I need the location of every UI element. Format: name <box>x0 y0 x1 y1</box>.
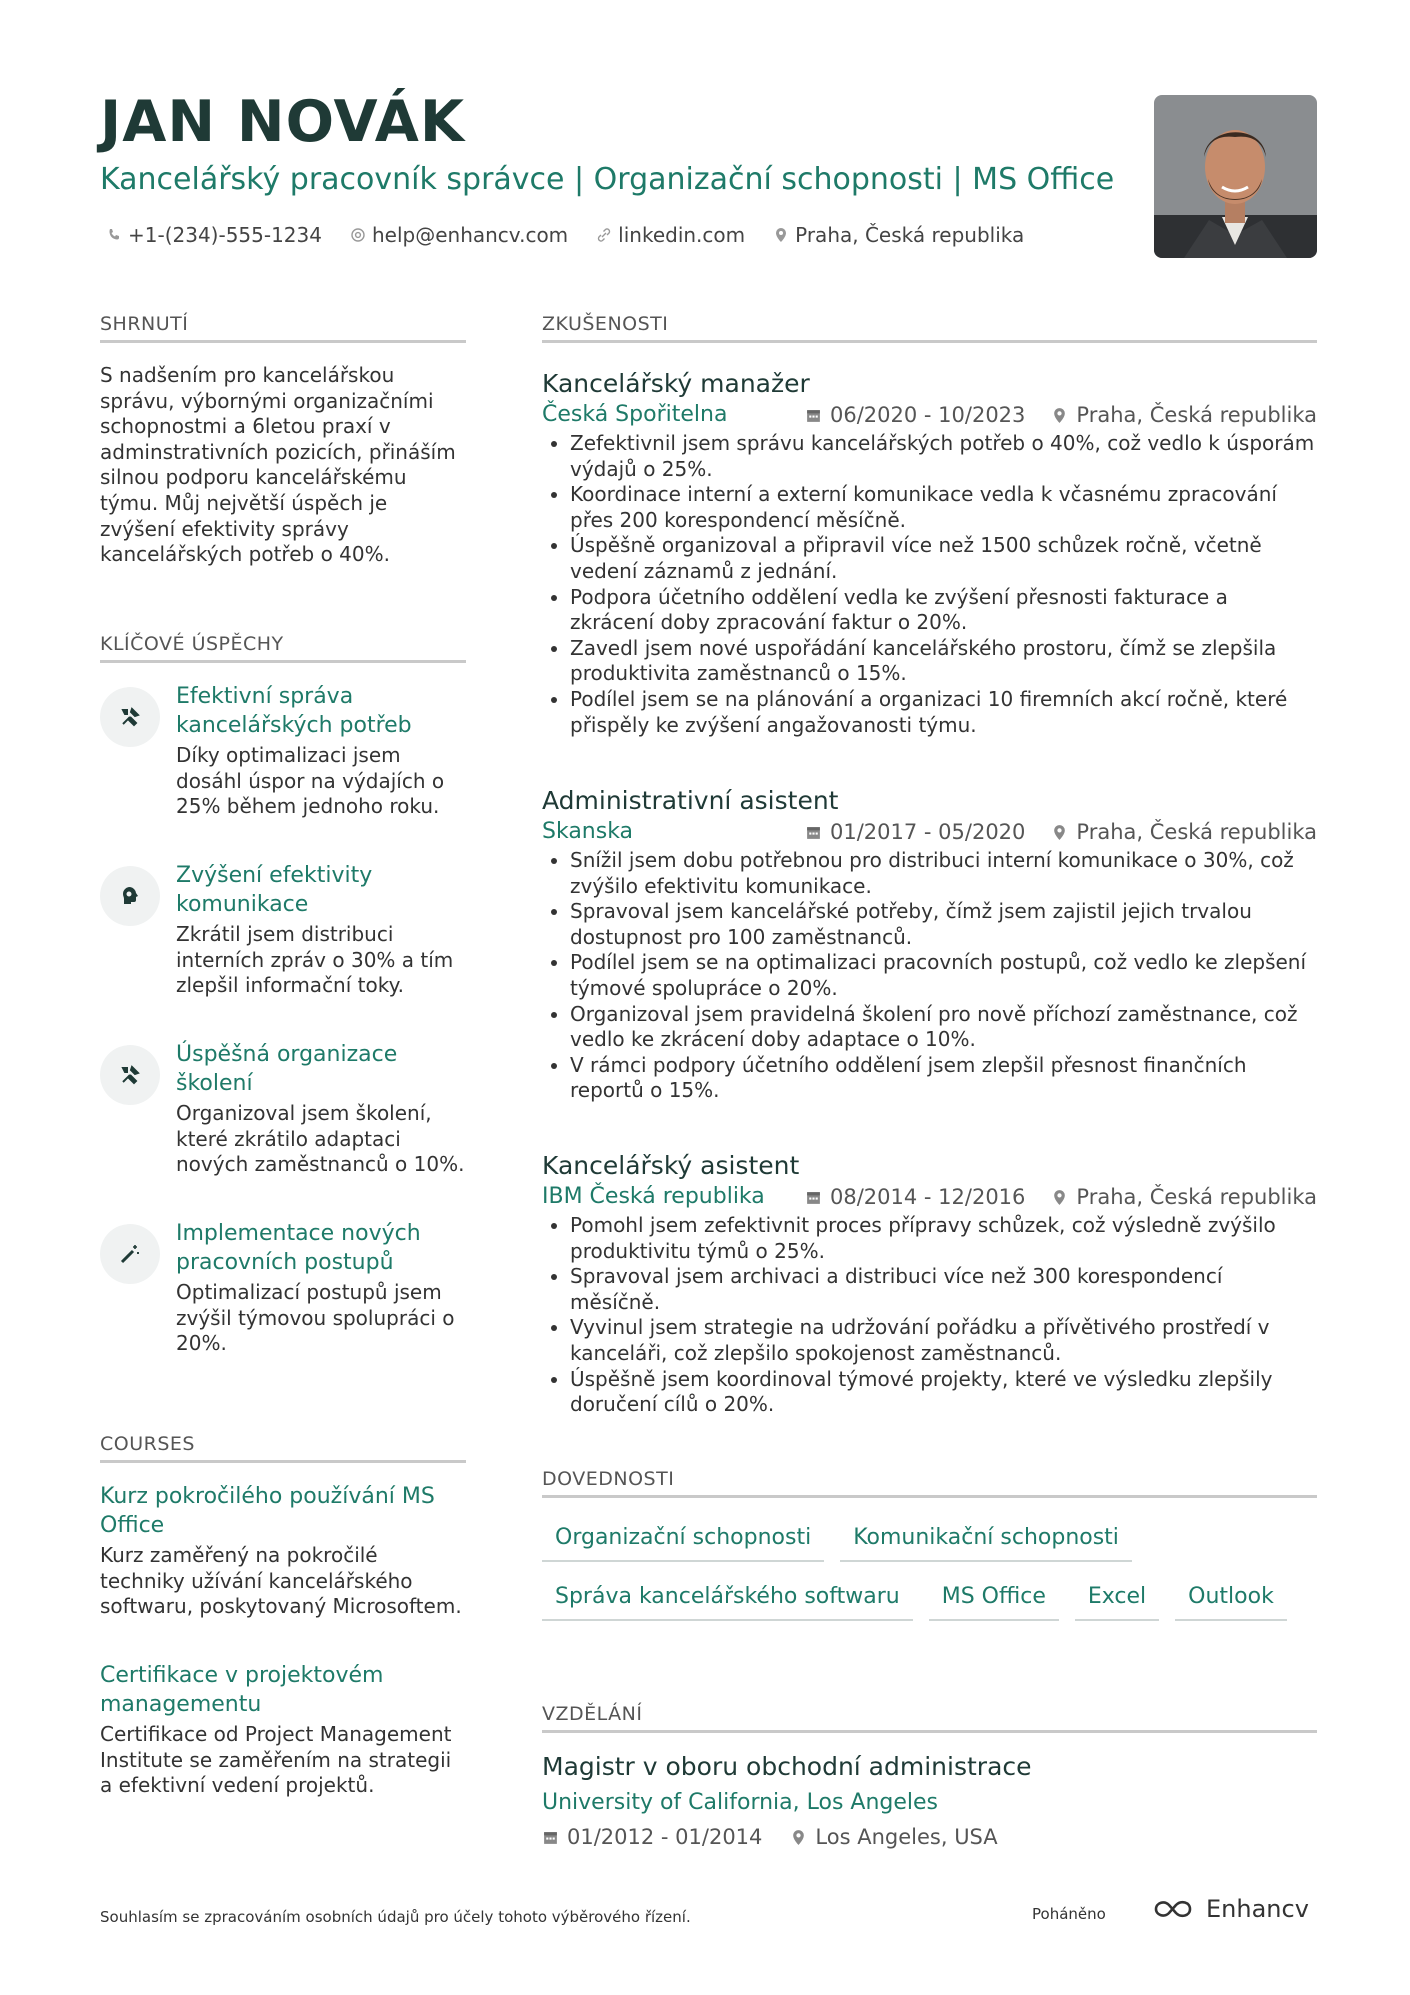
link-icon <box>596 227 612 243</box>
course-desc: Kurz zaměřený na pokročilé techniky užívání kancelářského softwaru, poskytovaný Microsoftem. <box>100 1543 462 1619</box>
job-meta <box>542 401 1317 429</box>
bullet-item: • Snížil jsem dobu potřebnou pro distribuci interní komunikace o 30%, což zvýšilo efektivitu komunikace. <box>570 848 1317 899</box>
achievement-desc: Díky optimalizaci jsem dosáhl úspor na výdajích o 25% během jednoho roku. <box>176 743 445 819</box>
summary-heading: SHRNUTÍ <box>100 312 466 343</box>
course-desc: Certifikace od Project Management Institute se zaměřením na strategii a efektivní vedení projektů. <box>100 1722 452 1798</box>
bullet-item: • Úspěšně organizoval a připravil více než 1500 schůzek ročně, včetně vedení záznamů z jednání. <box>570 533 1317 584</box>
achievement-desc: Organizoval jsem školení, které zkrátilo adaptaci nových zaměstnanců o 10%. <box>176 1101 465 1177</box>
bullet-item: • Koordinace interní a externí komunikace vedla k včasnému zpracování přes 200 korespondencí měsíčně. <box>570 482 1317 533</box>
candidate-name: JAN NOVÁK <box>100 89 466 155</box>
skill-tag: Excel <box>1075 1576 1159 1621</box>
tools-icon <box>118 705 142 729</box>
email-text: help@enhancv.com <box>371 223 569 247</box>
job-meta <box>542 1183 1317 1211</box>
calendar-icon <box>542 1829 559 1846</box>
job-location: Praha, Česká republika <box>1076 820 1317 844</box>
job-dates: 08/2014 - 12/2016 <box>830 1185 1026 1209</box>
skill-tag: Organizační schopnosti <box>542 1517 824 1562</box>
profile-photo <box>1154 95 1317 258</box>
bullet-item: • Podílel jsem se na plánování a organizaci 10 firemních akcí ročně, které přispěly ke zvýšení angažovanosti týmu. <box>570 687 1317 738</box>
skills-list <box>542 1517 1317 1621</box>
location-pin-icon <box>1051 824 1068 841</box>
magic-wand-icon <box>118 1242 142 1266</box>
achievement-desc: Zkrátil jsem distribuci interních zpráv o 30% a tím zlepšil informační toky. <box>176 922 454 998</box>
bullet-item: • Pomohl jsem zefektivnit proces přípravy schůzek, což výsledně zvýšilo produktivitu týmů o 25%. <box>570 1213 1317 1264</box>
bullet-item: • Vyvinul jsem strategie na udržování pořádku a přívětivého prostředí v kanceláři, což zlepšilo spokojenost zaměstnanců. <box>570 1315 1317 1366</box>
courses-heading: COURSES <box>100 1432 466 1463</box>
job-bullets <box>542 431 1317 738</box>
achievement-title: Efektivní správa kancelářských potřeb <box>176 684 412 738</box>
skill-tag: MS Office <box>929 1576 1059 1621</box>
job-entry <box>542 1149 1317 1418</box>
infinity-logo-icon <box>1152 1895 1200 1923</box>
location-pin-icon <box>1051 1189 1068 1206</box>
achievement-desc: Optimalizací postupů jsem zvýšil týmovou spolupráci o 20%. <box>176 1280 455 1356</box>
job-bullets <box>542 848 1317 1104</box>
education-dates: 01/2012 - 01/2014 <box>567 1825 763 1849</box>
job-bullets <box>542 1213 1317 1418</box>
job-meta <box>542 818 1317 846</box>
achievement-title: Úspěšná organizace školení <box>176 1042 398 1096</box>
education-location: Los Angeles, USA <box>815 1825 998 1849</box>
tools-icon <box>118 1063 142 1087</box>
skills-heading: DOVEDNOSTI <box>542 1467 1317 1498</box>
contact-location <box>773 223 1024 247</box>
job-company: Česká Spořitelna <box>542 402 728 427</box>
education-school: University of California, Los Angeles <box>542 1790 939 1815</box>
bullet-item: • Podpora účetního oddělení vedla ke zvýšení přesnosti fakturace a zkrácení doby zpracování faktur o 20%. <box>570 585 1317 636</box>
bullet-item: • Spravoval jsem archivaci a distribuci více než 300 korespondencí měsíčně. <box>570 1264 1317 1315</box>
education-degree: Magistr v oboru obchodní administrace <box>542 1752 1032 1781</box>
skill-tag: Outlook <box>1175 1576 1287 1621</box>
education-heading: VZDĚLÁNÍ <box>542 1702 1317 1733</box>
location-pin-icon <box>790 1829 807 1846</box>
job-dates: 06/2020 - 10/2023 <box>830 403 1026 427</box>
bullet-item: • Podílel jsem se na optimalizaci pracovních postupů, což vedlo ke zlepšení týmové spolupráce o 20%. <box>570 950 1317 1001</box>
job-title: Kancelářský asistent <box>542 1151 800 1180</box>
contact-phone <box>106 223 322 247</box>
contact-email[interactable] <box>350 223 568 247</box>
course-title: Kurz pokročilého používání MS Office <box>100 1484 435 1538</box>
bullet-item: • Organizoval jsem pravidelná školení pro nově příchozí zaměstnance, což vedlo ke zkrácení doby adaptace o 10%. <box>570 1002 1317 1053</box>
job-dates: 01/2017 - 05/2020 <box>830 820 1026 844</box>
achievement-icon-circle <box>100 1045 160 1105</box>
head-idea-icon <box>118 884 142 908</box>
calendar-icon <box>805 407 822 424</box>
education-meta <box>542 1823 1317 1851</box>
job-entry <box>542 367 1317 738</box>
location-text: Praha, Česká republika <box>795 223 1025 247</box>
skill-tag: Komunikační schopnosti <box>840 1517 1132 1562</box>
skill-tag: Správa kancelářského softwaru <box>542 1576 913 1621</box>
summary-text: S nadšením pro kancelářskou správu, výbornými organizačními schopnostmi a 6letou praxí v adminstrativních pozicích, přináším silnou podporu kancelářskému týmu. Můj největší úspěch je zvýšení efektivity správy kancelářských potřeb o 40%. <box>100 363 456 567</box>
achievements-heading: KLÍČOVÉ ÚSPĚCHY <box>100 632 466 663</box>
achievement-icon-circle <box>100 866 160 926</box>
bullet-item: • Zavedl jsem nové uspořádání kancelářského prostoru, čímž se zlepšila produktivita zaměstnanců o 15%. <box>570 636 1317 687</box>
job-title: Administrativní asistent <box>542 786 839 815</box>
calendar-icon <box>805 824 822 841</box>
contact-bar <box>106 220 1024 250</box>
job-entry <box>542 784 1317 1104</box>
job-title: Kancelářský manažer <box>542 369 810 398</box>
candidate-headline: Kancelářský pracovník správce | Organizační schopnosti | MS Office <box>100 162 1115 197</box>
job-company: IBM Česká republika <box>542 1184 765 1209</box>
consent-note: Souhlasím se zpracováním osobních údajů pro účely tohoto výběrového řízení. <box>100 1908 691 1926</box>
bullet-item: • Úspěšně jsem koordinoval týmové projekty, které ve výsledku zlepšily doručení cílů o 20%. <box>570 1367 1317 1418</box>
achievement-icon-circle <box>100 687 160 747</box>
job-company: Skanska <box>542 819 634 844</box>
achievement-title: Zvýšení efektivity komunikace <box>176 863 373 917</box>
course-title: Certifikace v projektovém managementu <box>100 1663 384 1717</box>
bullet-item: • Zefektivnil jsem správu kancelářských potřeb o 40%, což vedlo k úsporám výdajů o 25%. <box>570 431 1317 482</box>
job-location: Praha, Česká republika <box>1076 403 1317 427</box>
phone-icon <box>106 227 122 243</box>
linkedin-text: linkedin.com <box>618 223 746 247</box>
location-pin-icon <box>773 227 789 243</box>
job-location: Praha, Česká republika <box>1076 1185 1317 1209</box>
bullet-item: • Spravoval jsem kancelářské potřeby, čímž jsem zajistil jejich trvalou dostupnost pro 100 zaměstnanců. <box>570 899 1317 950</box>
contact-linkedin[interactable] <box>596 223 745 247</box>
achievement-title: Implementace nových pracovních postupů <box>176 1221 421 1275</box>
powered-by-label: Poháněno <box>1032 1905 1106 1923</box>
phone-text: +1-(234)-555-1234 <box>128 223 322 247</box>
brand-logo[interactable] <box>1152 1895 1309 1923</box>
achievement-icon-circle <box>100 1224 160 1284</box>
at-icon <box>350 227 366 243</box>
experience-heading: ZKUŠENOSTI <box>542 312 1317 343</box>
calendar-icon <box>805 1189 822 1206</box>
location-pin-icon <box>1051 407 1068 424</box>
brand-name: Enhancv <box>1206 1895 1309 1923</box>
bullet-item: • V rámci podpory účetního oddělení jsem zlepšil přesnost finančních reportů o 15%. <box>570 1053 1317 1104</box>
